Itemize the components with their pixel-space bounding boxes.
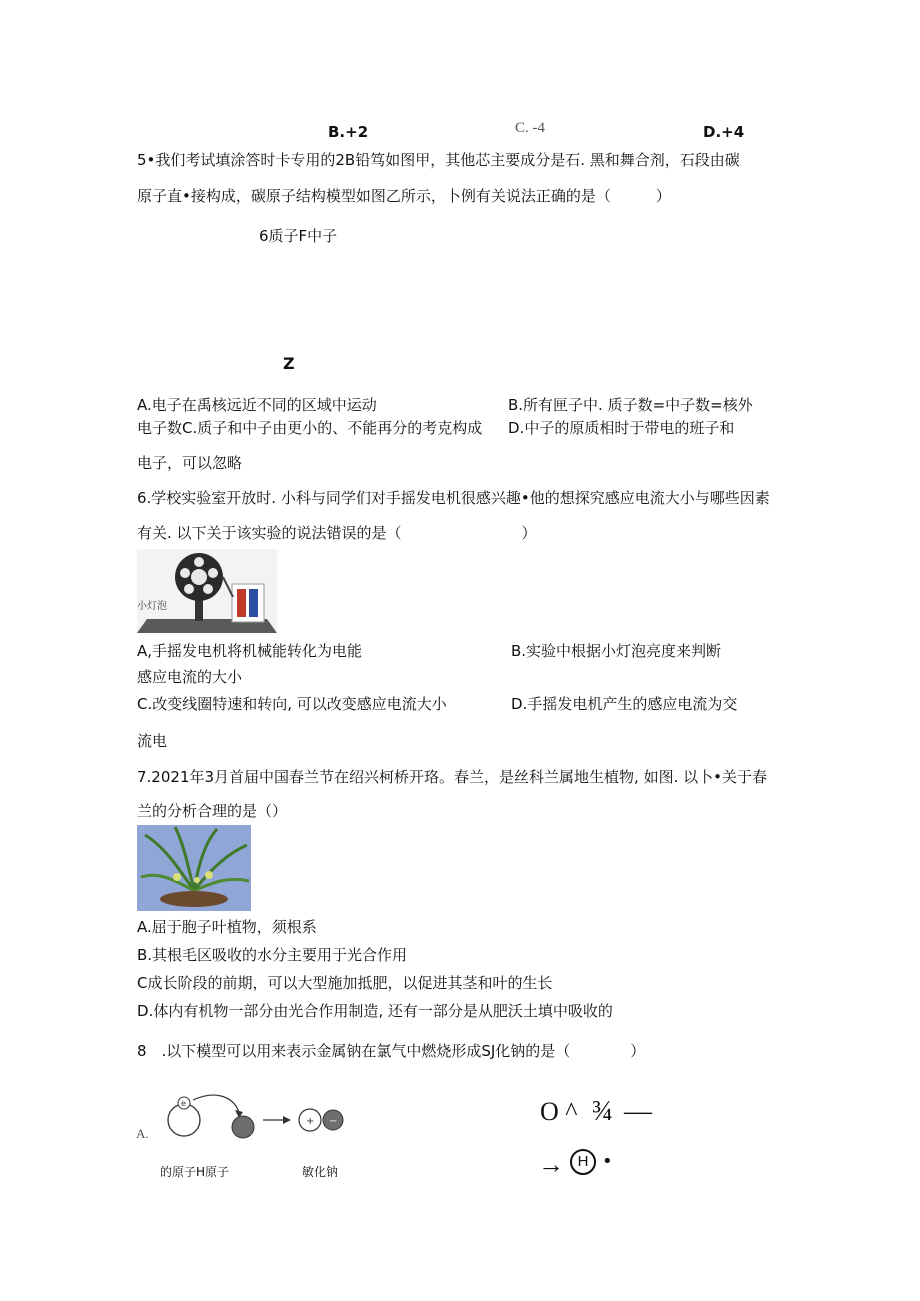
small-bulb-label: 小灯泡 xyxy=(137,601,167,612)
orchid-plant-image xyxy=(137,825,251,911)
q7-option-d: D.体内有机物一部分由光合作用制造, 还有一部分是从肥沃土填中吸收的 xyxy=(137,1002,613,1020)
q6-stem-line2: 有关. 以下关于该实验的说法错误的是（ ） xyxy=(137,524,537,542)
q8-label-atoms: 的原子H原子 xyxy=(160,1165,230,1179)
q5-figure-label: 6质子F中子 xyxy=(259,227,338,245)
q7-stem-line1: 7.2021年3月首届中国春兰节在绍兴柯桥开珞。春兰，是丝科兰属地生植物, 如图. 以卜•关于春 xyxy=(137,768,767,786)
q4-option-d: D.+4 xyxy=(703,123,745,141)
q8-model-b-fraction: ¾ xyxy=(592,1096,613,1127)
q7-option-a: A.屈于胞子叶植物，须根系 xyxy=(137,918,317,936)
q8-label-product: 敏化钠 xyxy=(302,1165,339,1179)
q6-option-c: C.改变线圈特速和转向, 可以改变感应电流大小 xyxy=(137,695,447,713)
q5-figure-z: Z xyxy=(283,354,295,373)
q4-option-c: C. -4 xyxy=(515,120,545,136)
q8-model-b-arrow: → xyxy=(538,1150,564,1179)
q5-option-d-cont: 电子，可以忽略 xyxy=(137,454,243,472)
q7-stem-line2: 兰的分析合理的是（） xyxy=(137,802,288,820)
q8-model-a-minus: − xyxy=(329,1116,338,1127)
q7-option-c: C成长阶段的前期，可以大型施加抵肥，以促进其茎和叶的生长 xyxy=(137,974,553,992)
q5-option-a: A.电子在禹核远近不同的区域中运动 xyxy=(137,396,377,414)
q5-option-b: B.所有匣子中. 质子数=中子数=核外 xyxy=(508,396,753,414)
q6-option-b: B.实验中根据小灯泡亮度来判断 xyxy=(511,642,722,660)
hand-generator-image xyxy=(137,549,277,633)
q5-option-b-cont-and-c: 电子数C.质子和中子由更小的、不能再分的考克构成 xyxy=(137,419,483,437)
q7-option-b: B.其根毛区吸收的水分主要用于光合作用 xyxy=(137,946,408,964)
q6-stem-line1: 6.学校实验室开放时. 小科与同学们对手摇发电机很感兴趣•他的想探究感应电流大小与哪些因素 xyxy=(137,489,770,507)
q8-model-a-electron: e xyxy=(181,1099,186,1108)
q8-model-a-letter: A. xyxy=(136,1126,149,1141)
q4-option-b: B.+2 xyxy=(328,123,369,141)
q5-stem-line1: 5•我们考试填涂答时卡专用的2B铅笃如图甲，其他芯主要成分是石. 黑和舞合剂，石段由碳 xyxy=(137,151,740,169)
q6-option-b-cont: 感应电流的大小 xyxy=(137,668,243,686)
q8-model-b-dot: • xyxy=(602,1151,613,1172)
q5-option-d: D.中子的原质相时于带电的班子和 xyxy=(508,419,735,437)
q5-stem-line2: 原子直•接构成，碳原子结构模型如图乙所示，卜例有关说法正确的是（ ） xyxy=(137,187,671,205)
q8-model-b-symbols: O ^ xyxy=(540,1097,578,1126)
q6-option-d: D.手摇发电机产生的感应电流为交 xyxy=(511,695,738,713)
q8-model-a-plus: + xyxy=(306,1116,315,1127)
q8-model-a xyxy=(135,1092,355,1148)
q6-option-a: A,手摇发电机将机械能转化为电能 xyxy=(137,642,363,660)
q8-model-b-circle: H xyxy=(570,1149,596,1175)
q8-model-b-dash: — xyxy=(624,1096,652,1127)
q6-option-d-cont: 流电 xyxy=(137,732,168,750)
q8-stem: 8 .以下模型可以用来表示金属钠在氯气中燃烧形成SJ化钠的是（ ） xyxy=(137,1042,646,1060)
